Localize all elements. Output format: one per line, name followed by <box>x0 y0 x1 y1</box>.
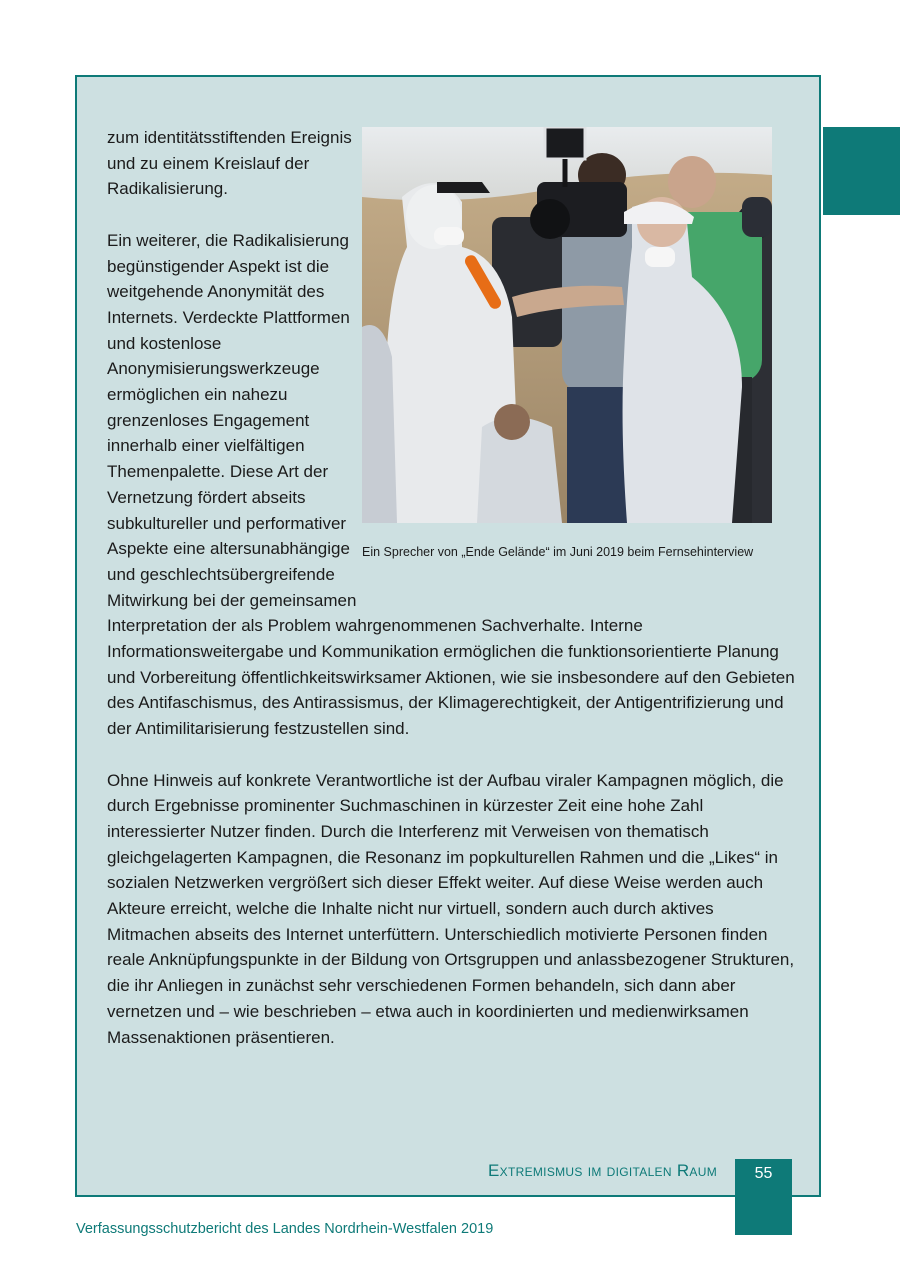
section-title: Extremismus im digitalen Raum <box>488 1161 717 1180</box>
article-body <box>107 125 797 1050</box>
paragraph-3: Ohne Hinweis auf konkrete Verantwortliche ist der Aufbau viraler Kampagnen möglich, die durch Ergebnisse prominenter Suchmaschinen in kürzester Zeit eine hohe Zahl interessierter Nutzer finden. Durch die Interferenz mit Verweisen von thematisch gleichgelagerten Kampagnen, die Resonanz im popkulturellen Rahmen und die „Likes“ in sozialen Netzwerken vergrößert sich dieser Effekt weiter. Auf diese Weise werden auch Akteure erreicht, welche die Inhalte nicht nur virtuell, sondern auch durch aktives Mitmachen abseits des Internet unterfüttern. Unterschiedlich motivierte Personen finden reale Anknüpfungspunkte in der Bildung von Ortsgruppen und anlassbezogener Strukturen, die ihr Anliegen in zunächst sehr verschiedenen Formen behandeln, sich dann aber vernetzen und – wie beschrieben – etwa auch in koordinierten und medienwirksamen Massenaktionen präsentieren. <box>107 770 795 1047</box>
figure-text-wrap-spacer <box>367 125 797 600</box>
paragraph-1: zum identitätsstiftenden Ereignis und zu einem Kreislauf der Radikalisierung. <box>107 128 352 199</box>
report-title: Verfassungsschutzbericht des Landes Nordrhein-Westfalen 2019 <box>76 1221 494 1237</box>
page-number: 55 <box>735 1159 792 1235</box>
chapter-tab-marker <box>823 127 900 215</box>
paragraph-2: Ein weiterer, die Radikalisierung begünstigender Aspekt ist die weitgehende Anonymität des Internets. Verdeckte Plattformen und kostenlose Anonymisierungswerkzeuge ermöglichen ein nahezu grenzenloses Engagement innerhalb einer vielfältigen Themenpalette. Diese Art der Vernetzung fördert abseits subkultureller und performativer Aspekte eine altersunabhängige und geschlechtsübergreifende Mitwirkung bei der gemeinsamen Interpretation der als Problem wahrgenommenen Sachverhalte. Interne Informationsweitergabe und Kommunikation ermöglichen die funktionsorientierte Planung und Vorbereitung öffentlichkeitswirksamer Aktionen, wie sie insbesondere auf den Gebieten des Antifaschismus, des Antirassismus, der Klimagerechtigkeit, der Antigentrifizierung und der Antimilitarisierung festzustellen sind. <box>107 230 795 739</box>
photo-caption: Ein Sprecher von „Ende Gelände“ im Juni 2019 beim Fernsehinterview <box>362 545 754 559</box>
